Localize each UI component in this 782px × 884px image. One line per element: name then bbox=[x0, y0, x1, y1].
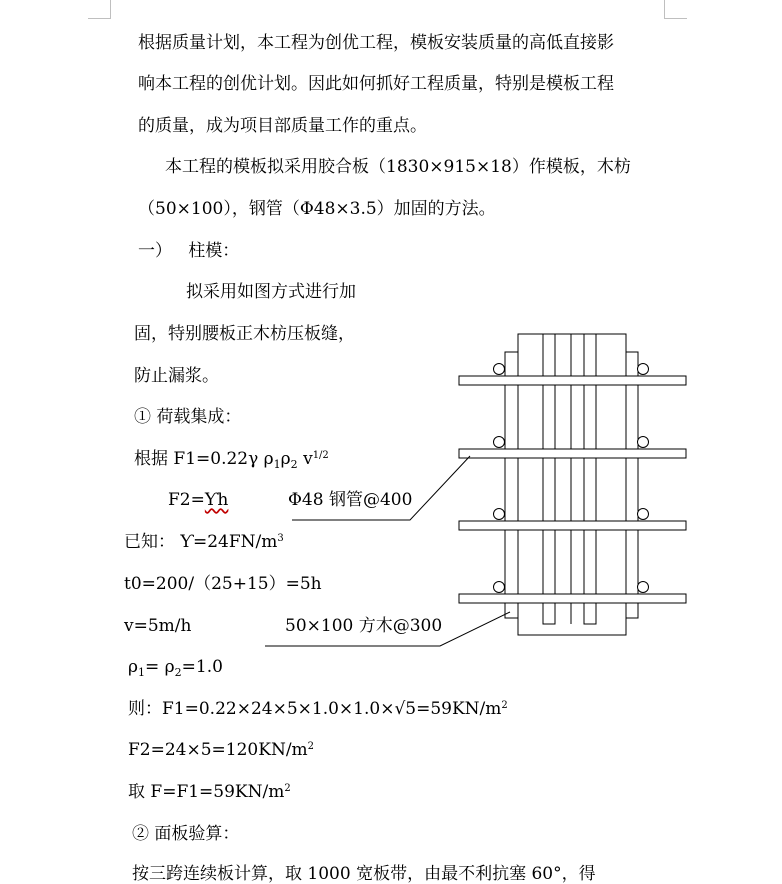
result-f1-sup: 2 bbox=[501, 700, 508, 711]
formula-rho-eq: = ρ bbox=[145, 657, 175, 677]
take-f-sup: 2 bbox=[284, 783, 291, 794]
item-2-partial-line: 按三跨连续板计算，取 1000 宽板带，由最不利抗塞 60°，得 bbox=[132, 864, 596, 884]
item-1-heading: ① 荷载集成： bbox=[134, 407, 242, 427]
leader-line-pipe bbox=[292, 456, 470, 520]
section-1-heading: 一） 柱模： bbox=[138, 241, 240, 261]
steel-pipe bbox=[459, 376, 686, 385]
known-prefix: 已知： bbox=[124, 532, 175, 552]
formula-f2-prefix: F2= bbox=[168, 490, 205, 510]
formula-rho-a: ρ bbox=[128, 657, 138, 677]
known-symbol: Ƴ bbox=[180, 532, 193, 552]
formula-f1-prefix: 根据 F1=0.22γ ρ bbox=[134, 449, 274, 469]
formula-v: v=5m/h bbox=[124, 616, 192, 636]
known-value: =24FN/m bbox=[192, 532, 278, 552]
formula-rho-sub2: 2 bbox=[174, 666, 182, 679]
figure-label-pipe: Φ48 钢管@400 bbox=[288, 490, 413, 510]
fastener-icon bbox=[494, 582, 505, 593]
steel-pipe bbox=[459, 594, 686, 603]
fastener-icon bbox=[638, 364, 649, 375]
fastener-icon bbox=[638, 582, 649, 593]
side-panel-left bbox=[505, 352, 518, 618]
side-panel-right bbox=[626, 352, 638, 618]
paragraph-1-line-1: 根据质量计划，本工程为创优工程，模板安装质量的高低直接影 bbox=[138, 33, 614, 53]
formula-f1-sup: 1/2 bbox=[312, 450, 329, 461]
result-f1-text: 则：F1=0.22×24×5×1.0×1.0×√5=59KN/m bbox=[128, 699, 502, 719]
formula-rho-sub1: 1 bbox=[138, 666, 145, 679]
formula-f1-v: v bbox=[303, 449, 313, 469]
formula-rho-val: =1.0 bbox=[181, 657, 223, 677]
leader-line-wood bbox=[265, 612, 510, 646]
paragraph-2-line-1: 本工程的模板拟采用胶合板（1830×915×18）作模板，木枋 bbox=[165, 157, 631, 177]
formula-f1-sub2: 2 bbox=[290, 458, 298, 471]
paragraph-1-line-3: 的质量，成为项目部质量工作的重点。 bbox=[138, 116, 427, 136]
formula-t0: t0=200/（25+15）=5h bbox=[124, 574, 322, 594]
item-2-heading: ② 面板验算： bbox=[132, 824, 240, 844]
formula-f1-sub1: 1 bbox=[273, 458, 281, 471]
section-1-line-2: 固，特别腰板正木枋压板缝， bbox=[134, 324, 355, 344]
result-f2-text: F2=24×5=120KN/m bbox=[128, 740, 308, 760]
paragraph-1-line-2: 响本工程的创优计划。因此如何抓好工程质量，特别是模板工程 bbox=[138, 74, 614, 94]
steel-pipe bbox=[459, 521, 686, 530]
section-1-line-3: 防止漏浆。 bbox=[134, 366, 219, 386]
fastener-icon bbox=[638, 509, 649, 520]
fastener-icon bbox=[494, 437, 505, 448]
take-f-text: 取 F=F1=59KN/m bbox=[128, 782, 285, 802]
known-sup: 3 bbox=[277, 533, 284, 544]
fastener-icon bbox=[494, 364, 505, 375]
figure-label-wood: 50×100 方木@300 bbox=[285, 616, 443, 636]
paragraph-2-line-2: （50×100），钢管（Φ48×3.5）加固的方法。 bbox=[138, 199, 496, 219]
section-1-line-1: 拟采用如图方式进行加 bbox=[186, 282, 356, 302]
formula-f2-symbol: Ƴh bbox=[204, 490, 229, 510]
fastener-icon bbox=[638, 437, 649, 448]
result-f2-sup: 2 bbox=[307, 741, 315, 752]
formula-f1-mid: ρ bbox=[280, 449, 291, 469]
steel-pipe bbox=[459, 449, 686, 458]
fastener-icon bbox=[494, 509, 505, 520]
